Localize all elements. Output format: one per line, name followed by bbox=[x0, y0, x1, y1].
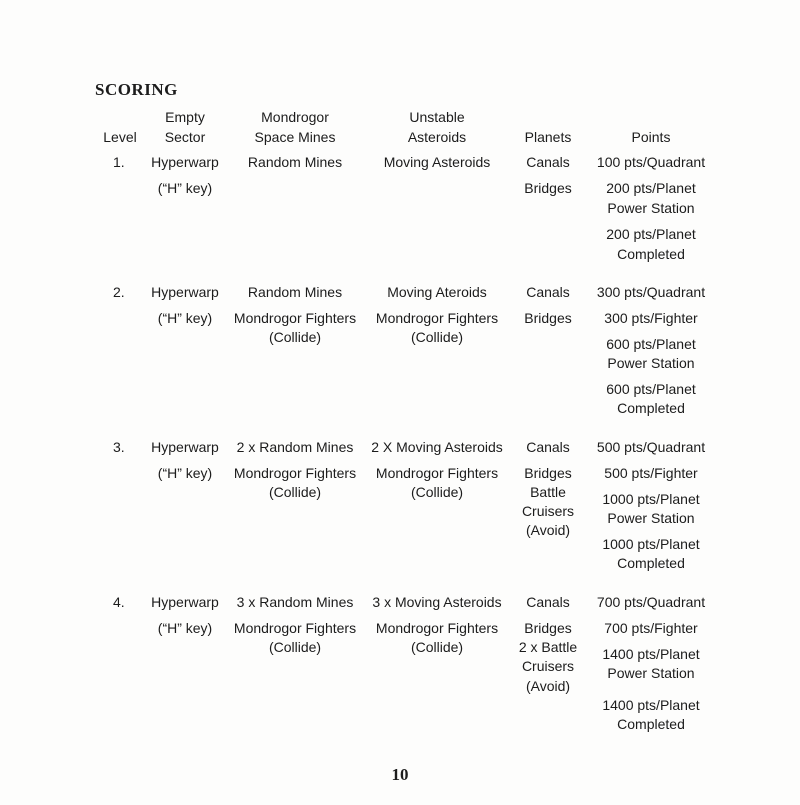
mines-cell: 2 x Random Mines bbox=[236, 439, 354, 455]
asteroids-cell: 3 x Moving Asteroids bbox=[372, 594, 502, 610]
section-heading: SCORING bbox=[95, 80, 178, 99]
mines-cell: (Collide) bbox=[268, 484, 322, 500]
points-cell: Completed bbox=[617, 716, 685, 732]
planets-cell: Battle bbox=[530, 484, 566, 500]
points-cell: 1400 pts/Planet bbox=[602, 646, 700, 662]
mines-cell: Random Mines bbox=[247, 284, 343, 300]
header-mines-line2: Space Mines bbox=[254, 129, 336, 145]
planets-cell: (Avoid) bbox=[525, 678, 571, 694]
empty-sector-key: (“H” key) bbox=[157, 180, 213, 196]
asteroids-cell: Moving Ateroids bbox=[387, 284, 487, 300]
level-number: 1. bbox=[113, 154, 125, 170]
points-cell: 700 pts/Quadrant bbox=[596, 594, 706, 610]
points-cell: 600 pts/Planet bbox=[606, 336, 696, 352]
mines-cell: Mondrogor Fighters bbox=[233, 465, 357, 481]
points-cell: 1400 pts/Planet bbox=[602, 697, 700, 713]
points-cell: 500 pts/Quadrant bbox=[596, 439, 706, 455]
points-cell: 500 pts/Fighter bbox=[604, 465, 698, 481]
mines-cell: (Collide) bbox=[268, 329, 322, 345]
asteroids-cell: Moving Asteroids bbox=[383, 154, 491, 170]
points-cell: Power Station bbox=[607, 200, 695, 216]
level-number: 4. bbox=[113, 594, 125, 610]
mines-cell: Mondrogor Fighters bbox=[233, 620, 357, 636]
asteroids-cell: (Collide) bbox=[410, 484, 464, 500]
points-cell: Completed bbox=[617, 400, 685, 416]
points-cell: 600 pts/Planet bbox=[606, 381, 696, 397]
asteroids-cell: Mondrogor Fighters bbox=[375, 620, 499, 636]
points-cell: Completed bbox=[617, 246, 685, 262]
points-cell: Power Station bbox=[607, 355, 695, 371]
points-cell: 200 pts/Planet bbox=[606, 180, 696, 196]
planets-cell: Bridges bbox=[524, 310, 572, 326]
empty-sector-cell: Hyperwarp bbox=[151, 594, 219, 610]
points-cell: 200 pts/Planet bbox=[606, 226, 696, 242]
empty-sector-key: (“H” key) bbox=[157, 620, 213, 636]
empty-sector-cell: Hyperwarp bbox=[151, 154, 219, 170]
mines-cell: (Collide) bbox=[268, 639, 322, 655]
points-cell: Completed bbox=[617, 555, 685, 571]
level-number: 3. bbox=[113, 439, 125, 455]
asteroids-cell: Mondrogor Fighters bbox=[375, 465, 499, 481]
planets-cell: Canals bbox=[526, 594, 570, 610]
planets-cell: Bridges bbox=[524, 465, 572, 481]
planets-cell: Cruisers bbox=[521, 658, 575, 674]
header-asteroids-line1: Unstable bbox=[409, 109, 465, 125]
points-cell: Power Station bbox=[607, 510, 695, 526]
header-mines-line1: Mondrogor bbox=[261, 109, 329, 125]
points-cell: 1000 pts/Planet bbox=[602, 536, 700, 552]
planets-cell: Bridges bbox=[524, 620, 572, 636]
points-cell: 300 pts/Fighter bbox=[604, 310, 698, 326]
header-asteroids-line2: Asteroids bbox=[407, 129, 467, 145]
header-level: Level bbox=[103, 129, 137, 145]
planets-cell: Cruisers bbox=[521, 503, 575, 519]
points-cell: 300 pts/Quadrant bbox=[596, 284, 706, 300]
points-cell: 700 pts/Fighter bbox=[604, 620, 698, 636]
asteroids-cell: (Collide) bbox=[410, 329, 464, 345]
asteroids-cell: 2 X Moving Asteroids bbox=[371, 439, 503, 455]
page-number: 10 bbox=[391, 765, 409, 784]
mines-cell: Random Mines bbox=[247, 154, 343, 170]
empty-sector-cell: Hyperwarp bbox=[151, 284, 219, 300]
empty-sector-key: (“H” key) bbox=[157, 310, 213, 326]
planets-cell: Canals bbox=[526, 284, 570, 300]
planets-cell: 2 x Battle bbox=[518, 639, 578, 655]
planets-cell: Canals bbox=[526, 439, 570, 455]
asteroids-cell: Mondrogor Fighters bbox=[375, 310, 499, 326]
planets-cell: Canals bbox=[526, 154, 570, 170]
header-planets: Planets bbox=[524, 129, 572, 145]
planets-cell: Bridges bbox=[524, 180, 572, 196]
header-empty-line2: Sector bbox=[164, 129, 206, 145]
header-empty-line1: Empty bbox=[165, 109, 205, 125]
points-cell: 100 pts/Quadrant bbox=[596, 154, 706, 170]
level-number: 2. bbox=[113, 284, 125, 300]
mines-cell: Mondrogor Fighters bbox=[233, 310, 357, 326]
empty-sector-cell: Hyperwarp bbox=[151, 439, 219, 455]
empty-sector-key: (“H” key) bbox=[157, 465, 213, 481]
points-cell: 1000 pts/Planet bbox=[602, 491, 700, 507]
mines-cell: 3 x Random Mines bbox=[236, 594, 354, 610]
points-cell: Power Station bbox=[607, 665, 695, 681]
asteroids-cell: (Collide) bbox=[410, 639, 464, 655]
planets-cell: (Avoid) bbox=[525, 522, 571, 538]
header-points: Points bbox=[631, 129, 671, 145]
